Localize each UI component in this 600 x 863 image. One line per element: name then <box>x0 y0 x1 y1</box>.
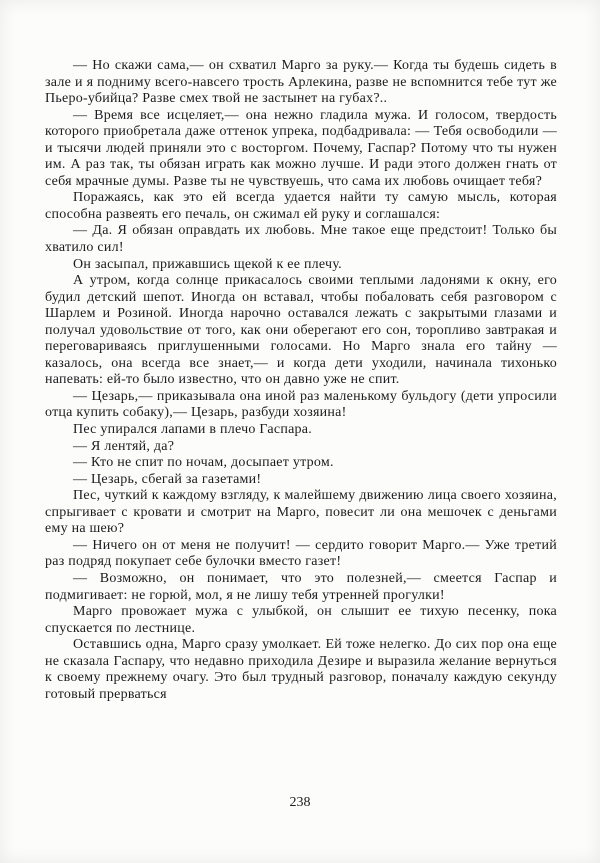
paragraph: — Но скажи сама,— он схватил Марго за руку.— Когда ты будешь сидеть в зале и я подниму всего-навсего трость Арлекина, разве не вспомнится тебе тут же Пьеро-убийца? Разве смех твой не застынет на губах?.. <box>45 58 557 107</box>
paragraph: Марго провожает мужа с улыбкой, он слышит ее тихую песенку, пока спускается по лестнице. <box>45 604 557 636</box>
paragraph: А утром, когда солнце прикасалось своими теплыми ладонями к окну, его будил детский шепот. Иногда он вставал, чтобы побаловать себя разговором с Шарлем и Розиной. Иногда нарочно оставался лежать с закрытыми глазами и получал удовольствие от того, как они оберегают его сон, торопливо завтракая и переговариваясь приглушенными голосами. Но Марго знала его тайну — казалось, она всегда все знает,— и когда дети уходили, начинала тихонько напевать: ей-то было известно, что он давно уже не спит. <box>45 273 557 388</box>
page-number: 238 <box>289 795 311 810</box>
paragraph: — Ничего он от меня не получит! — сердито говорит Марго.— Уже третий раз подряд покупает себе булочки вместо газет! <box>45 537 557 570</box>
paragraph: — Время все исцеляет,— она нежно гладила мужа. И голосом, твердость которого приобретала даже оттенок упрека, подбадривала: — Тебя освободили — и тысячи людей приняли это с восторгом. Почему, Гаспар? Потому что ты нужен им. А раз так, ты обязан играть как можно лучше. И ради этого должен гнать от себя мрачные думы. Разве ты не чувствуешь, что сама их любовь очищает тебя? <box>45 107 557 189</box>
paragraph: — Возможно, он понимает, что это полезней,— смеется Гаспар и подмигивает: не горюй, мол, я не лишу тебя утренней прогулки! <box>45 570 557 603</box>
paragraph: Поражаясь, как это ей всегда удается найти ту самую мысль, которая способна развеять его печаль, он сжимал ей руку и соглашался: <box>45 190 557 222</box>
text-block <box>45 58 557 703</box>
paragraph: — Да. Я обязан оправдать их любовь. Мне такое еще предстоит! Только бы хватило сил! <box>45 223 557 256</box>
paragraph: — Я лентяй, да? <box>73 438 175 454</box>
paragraph: Оставшись одна, Марго сразу умолкает. Ей тоже нелегко. До сих пор она еще не сказала Гаспару, что недавно приходила Дезире и выразила желание вернуться к своему прежнему очагу. Это был трудный разговор, поначалу каждую секунду готовый прерваться <box>45 637 557 702</box>
paragraph: — Кто не спит по ночам, досыпает утром. <box>73 455 334 471</box>
paragraph: Он засыпал, прижавшись щекой к ее плечу. <box>73 256 342 272</box>
paragraph: Пес упирался лапами в плечо Гаспара. <box>73 422 313 438</box>
paragraph: Пес, чуткий к каждому взгляду, к малейшему движению лица своего хозяина, спрыгивает с кровати и смотрит на Марго, повесит ли она мешочек с деньгами ему на шею? <box>45 488 557 537</box>
paragraph: — Цезарь, сбегай за газетами! <box>73 471 262 487</box>
paragraph: — Цезарь,— приказывала она иной раз маленькому бульдогу (дети упросили отца купить собаку),— Цезарь, разбуди хозяина! <box>45 388 557 421</box>
